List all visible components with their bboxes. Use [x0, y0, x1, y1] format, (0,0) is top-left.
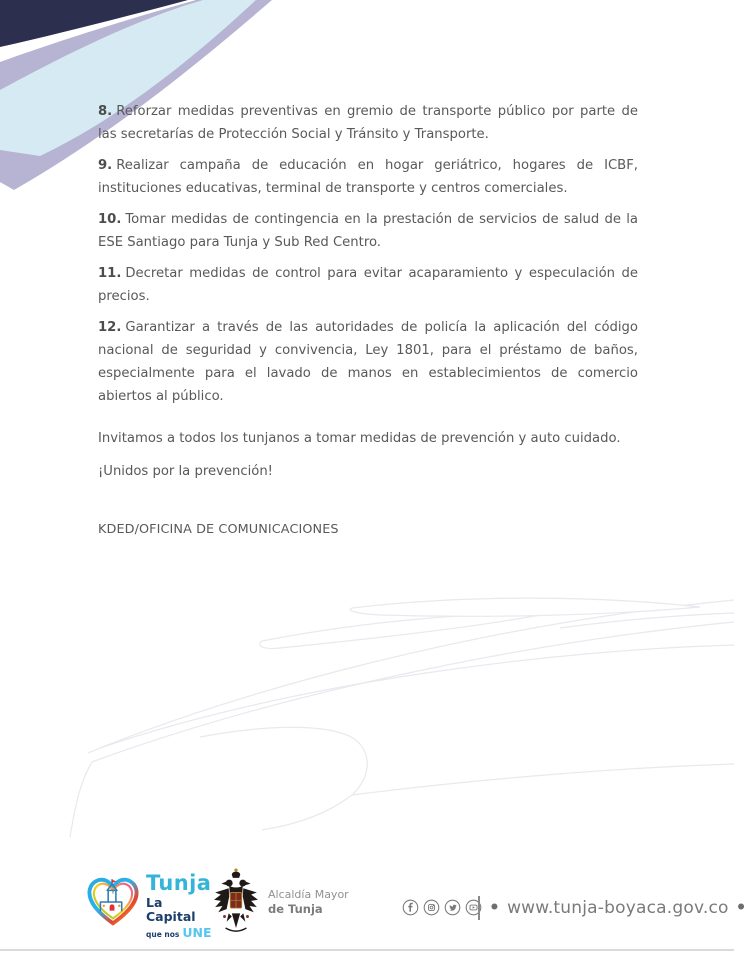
tunja-brand-logo: [84, 870, 212, 940]
list-item-10: [98, 208, 638, 254]
closing-invitation: Invitamos a todos los tunjanos a tomar medidas de prevención y auto cuidado.: [98, 431, 621, 446]
tunja-tagline-2: [146, 925, 216, 941]
office-signature: KDED/OFICINA DE COMUNICACIONES: [98, 522, 339, 537]
website-suffix-dot: •: [735, 898, 747, 918]
item-text: Tomar medidas de contingencia en la prestación de servicios de salud de la ESE Santiago para Tunja y Sub Red Centro.: [98, 212, 638, 250]
list-item-11: [98, 262, 638, 308]
tunja-logo-name: Tunja: [146, 871, 212, 895]
list-item-12: [98, 316, 638, 408]
page-bottom-edge: [0, 949, 734, 951]
footer: [0, 862, 747, 952]
document-body: [98, 100, 638, 549]
footer-divider: [478, 896, 480, 920]
list-item-9: [98, 154, 638, 200]
facebook-icon: [402, 899, 419, 916]
tunja-heart-icon: [84, 870, 142, 932]
item-text: Garantizar a través de las autoridades de policía la aplicación del código nacional de seguridad y convivencia, Ley 1801, para el préstamo de baños, especialmente para el lavado de manos en establecimientos de comercio abiertos al público.: [98, 320, 638, 404]
alcaldia-line1: Alcaldía Mayor: [268, 888, 349, 901]
item-number: 12.: [98, 320, 122, 335]
tunja-tagline-1: La Capital: [146, 895, 196, 924]
tunja-wordmark: [146, 872, 216, 941]
item-number: 8.: [98, 104, 113, 119]
item-text: Realizar campaña de educación en hogar geriátrico, hogares de ICBF, instituciones educativas, terminal de transporte y centros comerciales.: [98, 158, 638, 196]
item-text: Decretar medidas de control para evitar acaparamiento y especulación de precios.: [98, 266, 638, 304]
alcaldia-label: [268, 888, 349, 916]
tagline-une: UNE: [182, 925, 212, 940]
twitter-icon: [444, 899, 461, 916]
social-icons-row: [402, 899, 482, 916]
item-number: 11.: [98, 266, 122, 281]
item-number: 9.: [98, 158, 113, 173]
website-url: www.tunja-boyaca.gov.co: [507, 898, 729, 918]
watermark-curves: [0, 575, 734, 860]
item-text: Reforzar medidas preventivas en gremio de transporte público por parte de las secretarías de Protección Social y Tránsito y Transporte.: [98, 104, 638, 142]
item-number: 10.: [98, 212, 122, 227]
tagline-que-nos: que nos: [146, 930, 180, 939]
closing-slogan: ¡Unidos por la prevención!: [98, 464, 273, 479]
list-item-8: [98, 100, 638, 146]
tunja-coat-of-arms-icon: [212, 866, 260, 944]
instagram-icon: [423, 899, 440, 916]
alcaldia-line2: de Tunja: [268, 902, 323, 916]
website-line: [489, 898, 747, 918]
website-prefix-dot: •: [489, 898, 501, 918]
